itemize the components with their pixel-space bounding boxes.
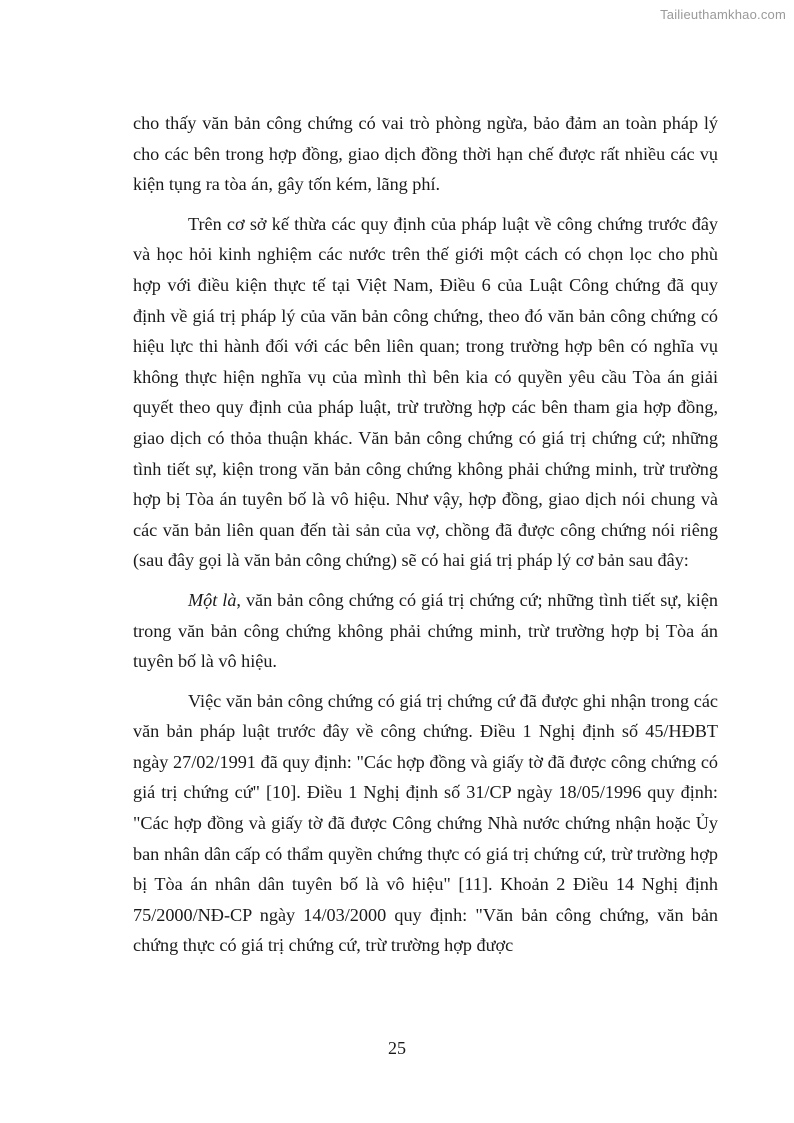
paragraph-legal-basis: Trên cơ sở kế thừa các quy định của pháp luật về công chứng trước đây và học hỏi kinh nghiệm các nước trên thế giới một cách có chọn lọc cho phù hợp với điều kiện thực tế tại Việt Nam, Điều 6 của Luật Công chứng đã quy định về giá trị pháp lý của văn bản công chứng, theo đó văn bản công chứng có hiệu lực thi hành đối với các bên liên quan; trong trường hợp bên có nghĩa vụ không thực hiện nghĩa vụ của mình thì bên kia có quyền yêu cầu Tòa án giải quyết theo quy định của pháp luật, trừ trường hợp các bên tham gia hợp đồng, giao dịch có thỏa thuận khác. Văn bản công chứng có giá trị chứng cứ; những tình tiết sự, kiện trong văn bản công chứng không phải chứng minh, trừ trường hợp bị Tòa án tuyên bố là vô hiệu. Như vậy, hợp đồng, giao dịch nói chung và các văn bản liên quan đến tài sản của vợ, chồng đã được công chứng nói riêng (sau đây gọi là văn bản công chứng) sẽ có hai giá trị pháp lý cơ bản sau đây: — [133, 213, 718, 571]
page-number: 25 — [388, 1038, 406, 1058]
paragraph-lead-rest: , văn bản công chứng có giá trị chứng cứ; những tình tiết sự, kiện trong văn bản công chứng không phải chứng minh, trừ trường hợp bị Tòa án tuyên bố là vô hiệu. — [133, 589, 718, 672]
watermark-text: Tailieuthamkhao.com — [660, 7, 786, 22]
paragraph-first-value — [133, 585, 718, 677]
document-body — [133, 108, 718, 970]
paragraph-lead-italic: Một là — [188, 589, 237, 610]
paragraph-history: Việc văn bản công chứng có giá trị chứng cứ đã được ghi nhận trong các văn bản pháp luật trước đây về công chứng. Điều 1 Nghị định số 45/HĐBT ngày 27/02/1991 đã quy định: "Các hợp đồng và giấy tờ đã được công chứng có giá trị chứng cứ" [10]. Điều 1 Nghị định số 31/CP ngày 18/05/1996 quy định: "Các hợp đồng và giấy tờ đã được Công chứng Nhà nước chứng nhận hoặc Ủy ban nhân dân cấp có thẩm quyền chứng thực có giá trị chứng cứ, trừ trường hợp bị Tòa án nhân dân tuyên bố là vô hiệu" [11]. Khoản 2 Điều 14 Nghị định 75/2000/NĐ-CP ngày 14/03/2000 quy định: "Văn bản công chứng, văn bản chứng thực có giá trị chứng cứ, trừ trường hợp được — [133, 690, 718, 956]
paragraph-continuation: cho thấy văn bản công chứng có vai trò phòng ngừa, bảo đảm an toàn pháp lý cho các bên trong hợp đồng, giao dịch đồng thời hạn chế được rất nhiều các vụ kiện tụng ra tòa án, gây tốn kém, lãng phí. — [133, 113, 718, 195]
